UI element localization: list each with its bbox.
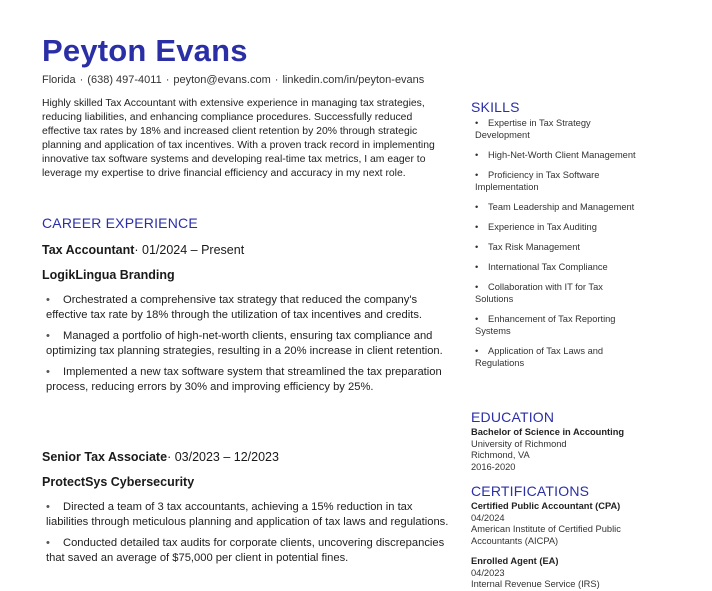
certification-entry [471,556,641,591]
certification-entry [471,501,641,547]
list-item [471,345,641,369]
list-item [471,313,641,337]
bullet-text: Directed a team of 3 tax accountants, achieving a 15% reduction in tax liabilities through meticulous planning and application of tax laws and regulations. [46,501,449,528]
list-item [42,329,452,359]
bullet-text: Conducted detailed tax audits for corporate clients, uncovering discrepancies that saved an average of $75,000 per client in potential fines. [46,537,445,564]
separator: · [79,74,84,86]
certification-issuer: American Institute of Certified Public Accountants (AICPA) [471,524,621,546]
skills-section [471,99,641,377]
professional-summary: Highly skilled Tax Accountant with extensive experience in managing tax strategies, reducing liabilities, and enhancing compliance procedures. Successfully reduced effective tax rates by 18% and increased client retention by 20% through strategic planning and application of tax incentives. With a proven track record in implementing innovative tax software systems and developing real-time tax metrics, I am eager to leverage my expertise to drive financial efficiency and accuracy in my next role. [42,98,435,180]
skill-text: Expertise in Tax Strategy Development [475,118,591,140]
bullet-icon: • [46,294,50,306]
job-title-line [42,449,452,465]
career-experience-heading: CAREER EXPERIENCE [42,215,198,231]
bullet-icon: • [475,222,479,232]
certifications-section [471,483,641,591]
certification-issuer: Internal Revenue Service (IRS) [471,579,600,589]
education-heading: EDUCATION [471,409,555,425]
job-bullets [42,500,452,566]
list-item [42,365,452,395]
skill-text: Enhancement of Tax Reporting Systems [475,314,616,336]
certification-name: Enrolled Agent (EA) [471,556,559,566]
bullet-icon: • [46,537,50,549]
bullet-icon: • [475,150,479,160]
bullet-icon: • [475,282,479,292]
skill-text: Application of Tax Laws and Regulations [475,346,604,368]
certification-date: 04/2023 [471,567,505,578]
job-bullets [42,293,452,395]
bullet-text: Orchestrated a comprehensive tax strategy that reduced the company's effective tax rate by 18% through the utilization of tax incentives and credits. [46,294,423,321]
school: University of Richmond [471,438,567,449]
bullet-icon: • [46,330,50,342]
company-name: LogikLingua Branding [42,268,175,282]
certification-date: 04/2024 [471,512,505,523]
list-item [471,241,641,253]
job-dates: · 03/2023 – 12/2023 [167,450,279,464]
skill-text: Collaboration with IT for Tax Solutions [475,282,603,304]
list-item [471,201,641,213]
education-section [471,409,641,473]
linkedin-link[interactable]: linkedin.com/in/peyton-evans [282,74,425,86]
school-location: Richmond, VA [471,450,530,460]
phone-text: (638) 497-4011 [87,74,162,86]
certification-name: Certified Public Accountant (CPA) [471,501,621,511]
education-entry [471,427,641,473]
bullet-text: Implemented a new tax software system that streamlined the tax preparation process, reducing errors by 30% and improving efficiency by 25%. [46,366,442,393]
list-item [42,500,452,530]
bullet-icon: • [475,346,479,356]
candidate-name: Peyton Evans [42,33,248,68]
bullet-icon: • [46,366,50,378]
bullet-icon: • [475,118,479,128]
bullet-icon: • [475,262,479,272]
bullet-icon: • [475,314,479,324]
list-item [42,293,452,323]
skill-text: Proficiency in Tax Software Implementation [475,170,600,192]
job-title-line [42,242,452,258]
certifications-heading: CERTIFICATIONS [471,483,590,499]
skills-list [471,117,641,369]
list-item [471,261,641,273]
bullet-icon: • [475,170,479,180]
separator: · [274,74,279,86]
degree: Bachelor of Science in Accounting [471,427,625,437]
job-title: Senior Tax Associate [42,450,168,464]
skill-text: International Tax Compliance [488,262,608,272]
bullet-icon: • [475,202,479,212]
list-item [42,536,452,566]
list-item [471,281,641,305]
skill-text: Team Leadership and Management [488,202,635,212]
company-name: ProtectSys Cybersecurity [42,475,195,489]
location-text: Florida [42,74,76,86]
list-item [471,169,641,193]
separator: · [165,74,170,86]
email-link[interactable]: peyton@evans.com [173,74,271,86]
list-item [471,117,641,141]
skill-text: High-Net-Worth Client Management [488,150,636,160]
education-years: 2016-2020 [471,461,516,472]
job-entry [42,449,452,572]
bullet-text: Managed a portfolio of high-net-worth clients, ensuring tax compliance and optimizing tax planning strategies, resulting in a 20% increase in client retention. [46,330,443,357]
skill-text: Tax Risk Management [488,242,580,252]
bullet-icon: • [475,242,479,252]
skills-heading: SKILLS [471,99,520,115]
list-item [471,149,641,161]
job-dates: · 01/2024 – Present [134,243,245,257]
bullet-icon: • [46,501,50,513]
list-item [471,221,641,233]
job-title: Tax Accountant [42,243,135,257]
contact-line [42,74,424,86]
skill-text: Experience in Tax Auditing [488,222,597,232]
job-entry [42,242,452,401]
